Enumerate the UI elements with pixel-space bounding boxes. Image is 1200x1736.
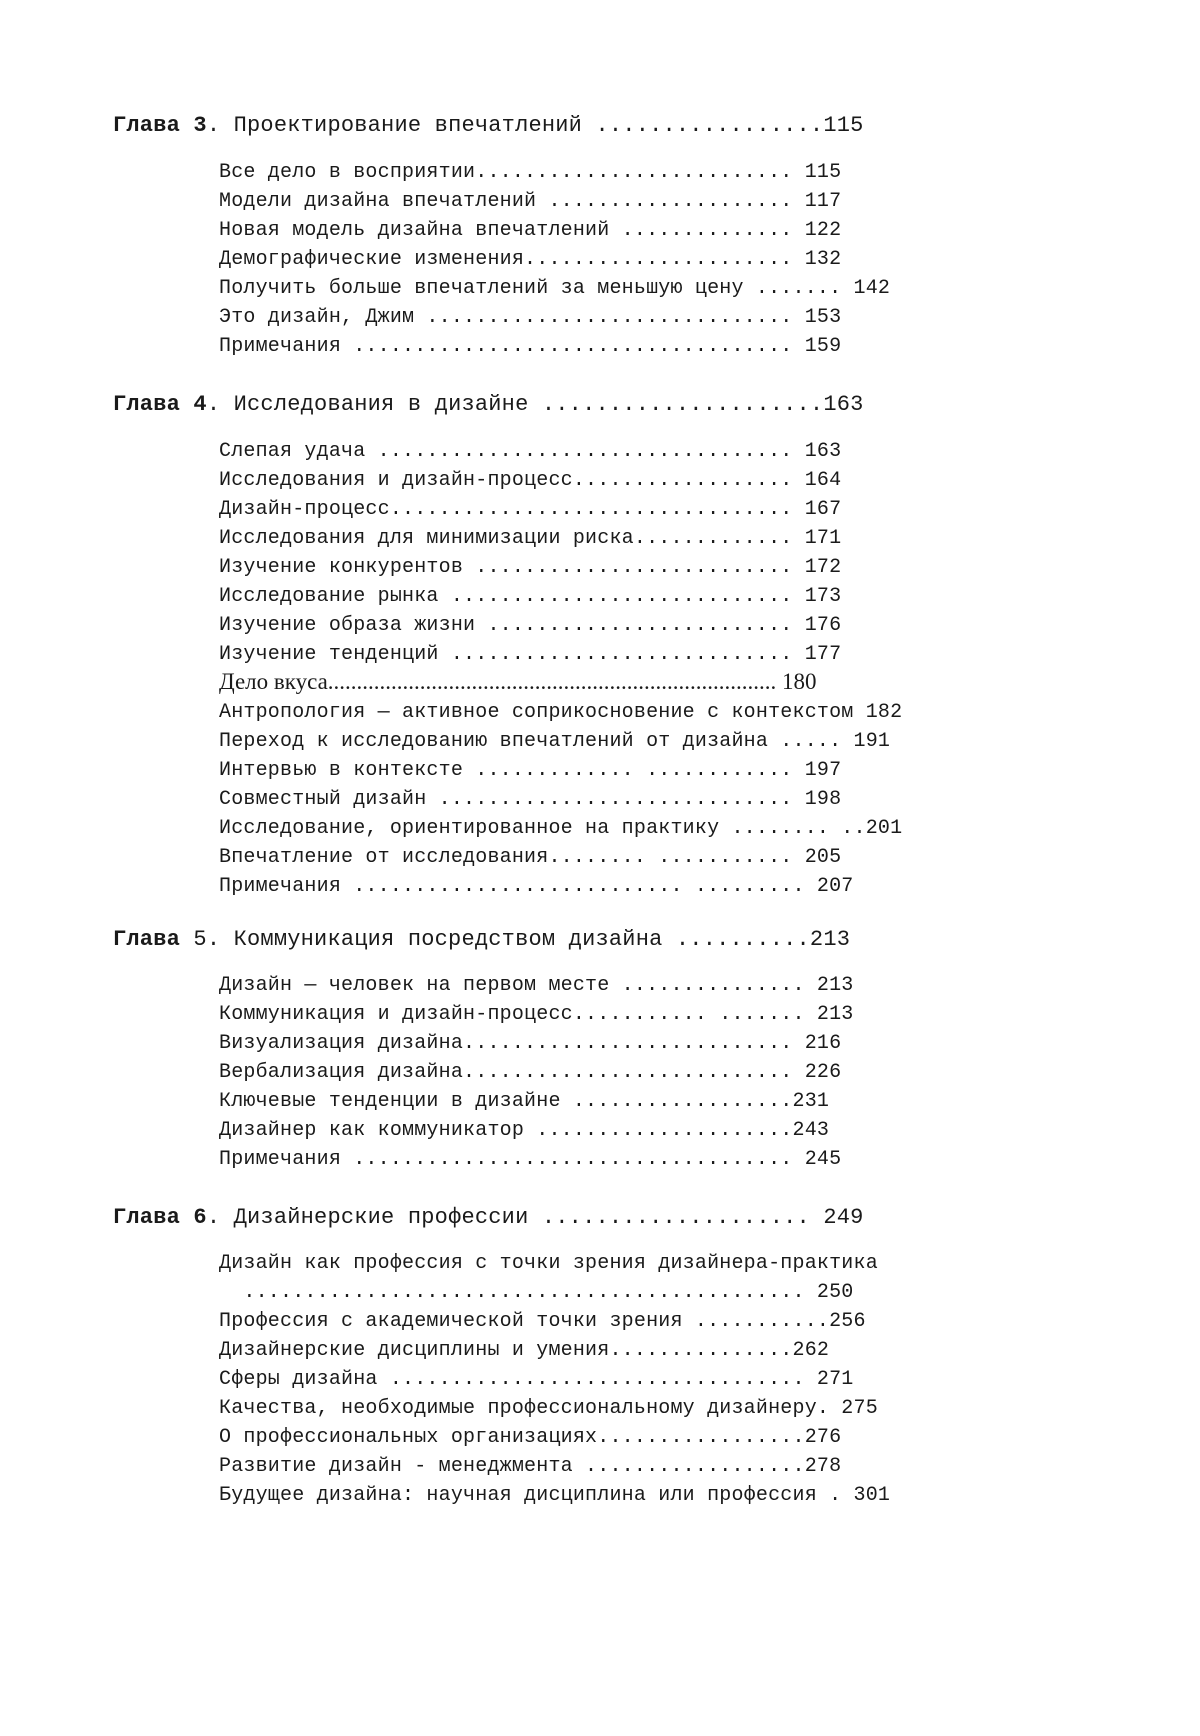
toc-entry: Изучение образа жизни ......................... 176 bbox=[219, 614, 842, 637]
toc-entry: Совместный дизайн ............................. 198 bbox=[219, 788, 842, 811]
toc-entry: Коммуникация и дизайн-процесс........... ....... 213 bbox=[219, 1003, 854, 1026]
toc-entry: Примечания .................................... 159 bbox=[219, 335, 842, 358]
toc-entry: Дизайнерские дисциплины и умения...............262 bbox=[219, 1339, 830, 1362]
chapter-5-heading bbox=[113, 928, 850, 952]
toc-entry: Переход к исследованию впечатлений от дизайна ..... 191 bbox=[219, 730, 891, 753]
chapter-label: Глава 4 bbox=[113, 392, 207, 417]
toc-entry: Будущее дизайна: научная дисциплина или профессия . 301 bbox=[219, 1484, 891, 1507]
toc-entry: Исследования и дизайн-процесс.................. 164 bbox=[219, 469, 842, 492]
chapter-title: . Проектирование впечатлений .................115 bbox=[206, 113, 864, 138]
chapter-4-heading bbox=[113, 393, 864, 417]
toc-entry: Ключевые тенденции в дизайне ..................231 bbox=[219, 1090, 830, 1113]
toc-entry: Вербализация дизайна........................... 226 bbox=[219, 1061, 842, 1084]
toc-entry: Это дизайн, Джим .............................. 153 bbox=[219, 306, 842, 329]
toc-entry: Модели дизайна впечатлений .................... 117 bbox=[219, 190, 842, 213]
toc-entry: Получить больше впечатлений за меньшую цену ....... 142 bbox=[219, 277, 891, 300]
toc-entry: Дизайнер как коммуникатор .....................243 bbox=[219, 1119, 830, 1142]
toc-entry: Интервью в контексте ............. ............ 197 bbox=[219, 759, 842, 782]
toc-entry: Новая модель дизайна впечатлений .............. 122 bbox=[219, 219, 842, 242]
toc-entry: Примечания .................................... 245 bbox=[219, 1148, 842, 1171]
toc-entry: О профессиональных организациях.................276 bbox=[219, 1426, 842, 1449]
toc-entry: Исследование рынка ............................ 173 bbox=[219, 585, 842, 608]
toc-entry: Дизайн — человек на первом месте ............... 213 bbox=[219, 974, 854, 997]
toc-entry: Исследование, ориентированное на практику ........ ..201 bbox=[219, 817, 903, 840]
chapter-title: . Дизайнерские профессии .................... 249 bbox=[206, 1205, 864, 1230]
toc-entry: Исследования для минимизации риска............. 171 bbox=[219, 527, 842, 550]
toc-entry: Профессия с академической точки зрения ...........256 bbox=[219, 1310, 866, 1333]
chapter-3-heading bbox=[113, 114, 864, 138]
chapter-6-heading bbox=[113, 1206, 864, 1230]
chapter-label: Глава 6 bbox=[113, 1205, 207, 1230]
toc-entry: Дизайн-процесс................................. 167 bbox=[219, 498, 842, 521]
chapter-title: . Исследования в дизайне .....................163 bbox=[206, 392, 864, 417]
chapter-label: Глава 3 bbox=[113, 113, 207, 138]
toc-entry: Примечания ........................... ......... 207 bbox=[219, 875, 854, 898]
toc-entry: Слепая удача .................................. 163 bbox=[219, 440, 842, 463]
toc-entry: Все дело в восприятии.......................... 115 bbox=[219, 161, 842, 184]
toc-entry: Изучение конкурентов .......................... 172 bbox=[219, 556, 842, 579]
toc-entry: Развитие дизайн - менеджмента ..................278 bbox=[219, 1455, 842, 1478]
toc-entry: Дело вкуса.............................................................................. 180 bbox=[219, 670, 817, 694]
toc-entry: Дизайн как профессия с точки зрения дизайнера-практика bbox=[219, 1252, 878, 1275]
chapter-label: Глава bbox=[113, 927, 181, 952]
toc-entry: Изучение тенденций ............................ 177 bbox=[219, 643, 842, 666]
toc-entry: Качества, необходимые профессиональному дизайнеру. 275 bbox=[219, 1397, 878, 1420]
toc-entry: Визуализация дизайна........................... 216 bbox=[219, 1032, 842, 1055]
toc-entry: .............................................. 250 bbox=[219, 1281, 854, 1304]
toc-entry: Антропология — активное соприкосновение с контекстом 182 bbox=[219, 701, 903, 724]
toc-entry: Демографические изменения...................... 132 bbox=[219, 248, 842, 271]
toc-entry: Сферы дизайна .................................. 271 bbox=[219, 1368, 854, 1391]
chapter-title: 5. Коммуникация посредством дизайна ..........213 bbox=[180, 927, 851, 952]
toc-entry: Впечатление от исследования........ ........... 205 bbox=[219, 846, 842, 869]
